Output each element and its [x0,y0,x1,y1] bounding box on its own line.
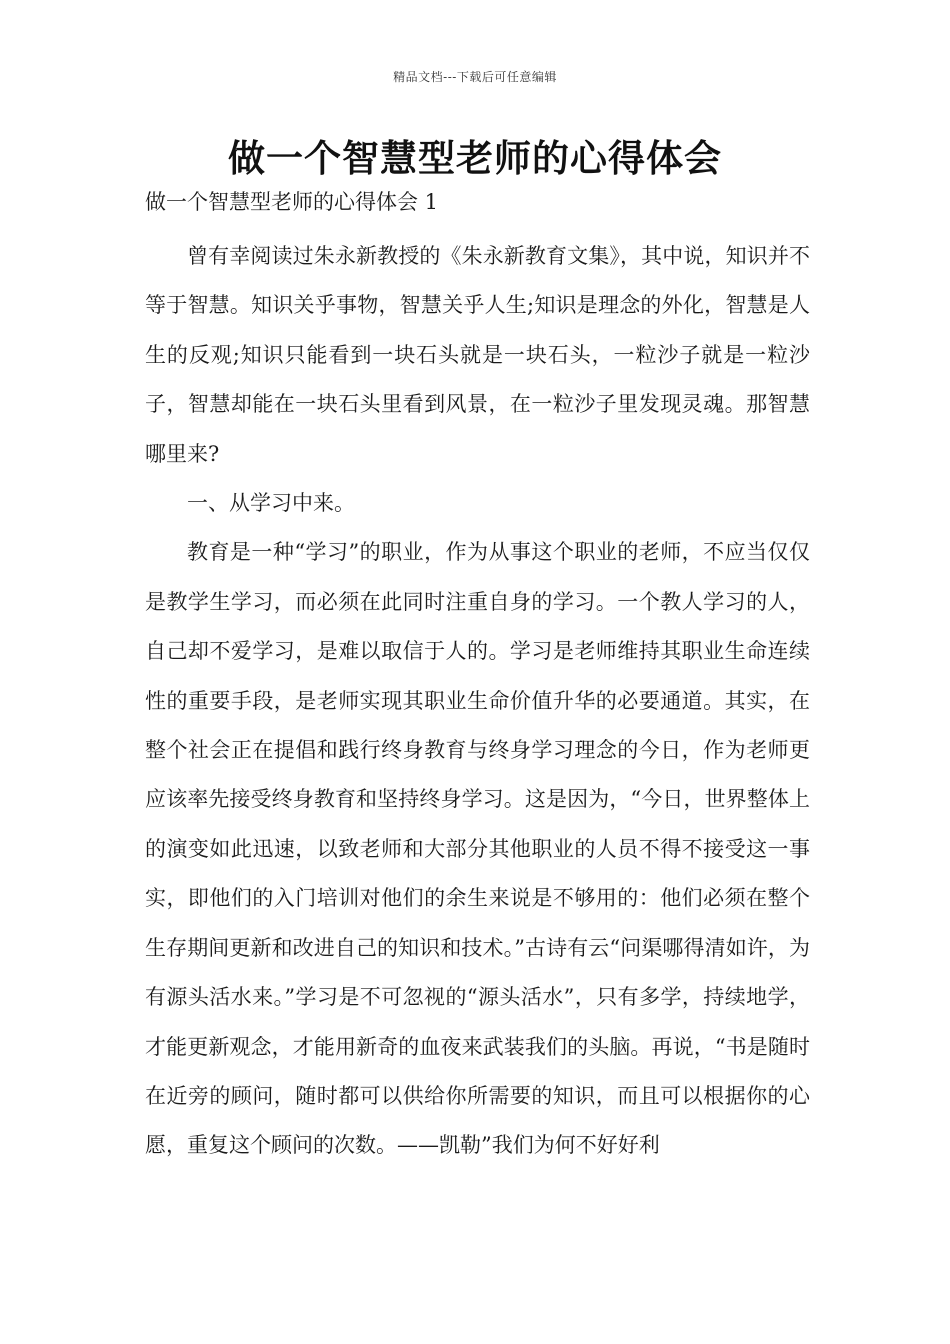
header-note: 精品文档---下载后可任意编辑 [393,70,557,84]
section-subtitle: 做一个智慧型老师的心得体会 1 [145,190,439,214]
document-body [145,232,810,1171]
paragraph-learning: 教育是一种“学习”的职业，作为从事这个职业的老师，不应当仅仅是教学生学习，而必须在此同时注重自身的学习。一个教人学习的人，自己却不爱学习，是难以取信于人的。学习是老师维持其职业生命连续性的重要手段，是老师实现其职业生命价值升华的必要通道。其实，在整个社会正在提倡和践行终身教育与终身学习理念的今日，作为老师更应该率先接受终身教育和坚持终身学习。这是因为，“今日，世界整体上的演变如此迅速，以致老师和大部分其他职业的人员不得不接受这一事实，即他们的入门培训对他们的余生来说是不够用的：他们必须在整个生存期间更新和改进自己的知识和技术。”古诗有云“问渠哪得清如许，为有源头活水来。”学习是不可忽视的“源头活水”，只有多学，持续地学，才能更新观念，才能用新奇的血夜来武装我们的头脑。再说，“书是随时在近旁的顾问，随时都可以供给你所需要的知识，而且可以根据你的心愿，重复这个顾问的次数。——凯勒”我们为何不好好利 [145,540,810,1158]
paragraph-intro: 曾有幸阅读过朱永新教授的《朱永新教育文集》，其中说，知识并不等于智慧。知识关乎事物，智慧关乎人生;知识是理念的外化，智慧是人生的反观;知识只能看到一块石头就是一块石头，一粒沙子就是一粒沙子，智慧却能在一块石头里看到风景，在一粒沙子里发现灵魂。那智慧哪里来? [145,244,810,466]
document-title: 做一个智慧型老师的心得体会 [228,137,722,180]
paragraph-heading-learning: 一、从学习中来。 [187,491,355,516]
